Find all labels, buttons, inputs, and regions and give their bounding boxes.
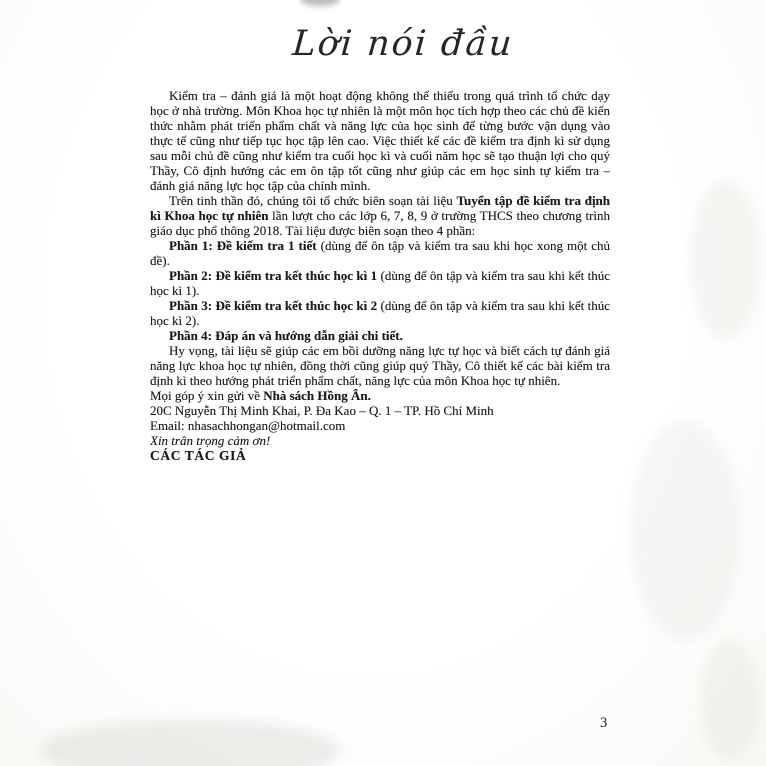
part-3-label: Phần 3: Đề kiểm tra kết thúc học kì 2 — [169, 298, 378, 313]
preface-title: Lời nói đầu — [291, 24, 515, 64]
part-4-paragraph — [150, 328, 610, 343]
series-paragraph — [150, 193, 610, 238]
intro-paragraph: Kiểm tra – đánh giá là một hoạt động không thể thiếu trong quá trình tổ chức dạy học ở nhà trường. Môn Khoa học tự nhiên là một môn học tích hợp theo các chủ đề kiến thức nhằm phát triển phẩm chất và năng lực của học sinh để từng bước vận dụng vào thực tế cũng như tiếp tục học tập lên cao. Việc thiết kế các đề kiểm tra định kì sử dụng sau mỗi chủ đề cũng như kiểm tra cuối học kì và cuối năm học sẽ tạo thuận lợi cho quý Thầy, Cô định hướng các em ôn tập tốt cũng như giúp các em học sinh tự kiểm tra – đánh giá năng lực học tập của chính mình. — [150, 88, 610, 193]
thanks-line: Xin trân trọng cảm ơn! — [150, 433, 271, 448]
part-1-paragraph — [150, 238, 610, 268]
part-3-paragraph — [150, 298, 610, 328]
bookstore-name: Nhà sách Hồng Ân. — [263, 388, 371, 403]
scan-smudge — [700, 640, 760, 760]
page-content — [150, 88, 610, 463]
address-line: 20C Nguyễn Thị Minh Khai, P. Đa Kao – Q. 1 – TP. Hồ Chí Minh — [150, 403, 494, 418]
part-2-paragraph — [150, 268, 610, 298]
part-4-label: Phần 4: Đáp án và hướng dẫn giải chi tiết. — [169, 328, 403, 343]
part-1-desc: (dùng để ôn tập và kiểm tra sau khi học xong một chủ đề). — [150, 238, 610, 268]
hope-paragraph: Hy vọng, tài liệu sẽ giúp các em bồi dưỡng năng lực tự học và biết cách tự đánh giá năng lực khoa học tự nhiên, đồng thời cũng giúp quý Thầy, Cô thiết kế các bài kiểm tra định kì theo hướng phát triển phẩm chất, năng lực của môn Khoa học tự nhiên. — [150, 343, 610, 388]
scan-smudge — [690, 180, 760, 340]
part-3-desc: (dùng để ôn tập và kiểm tra sau khi kết thúc học kì 2). — [150, 298, 610, 328]
scan-smudge — [630, 420, 740, 640]
scan-smudge — [40, 720, 340, 766]
series-pre-text: Trên tinh thần đó, chúng tôi tổ chức biên soạn tài liệu — [169, 193, 457, 208]
part-2-label: Phần 2: Đề kiểm tra kết thúc học kì 1 — [169, 268, 378, 283]
page-number: 3 — [600, 715, 608, 731]
scan-speck — [300, 0, 340, 6]
email-line: Email: nhasachhongan@hotmail.com — [150, 418, 346, 433]
part-1-label: Phần 1: Đề kiểm tra 1 tiết — [169, 238, 317, 253]
series-post-text: lần lượt cho các lớp 6, 7, 8, 9 ở trường THCS theo chương trình giáo dục phổ thông 2018. Tài liệu được biên soạn theo 4 phần: — [150, 208, 610, 238]
contact-pre-text: Mọi góp ý xin gửi về — [150, 388, 264, 403]
contact-line — [150, 388, 610, 403]
series-title-bold: Tuyển tập đề kiểm tra định kì Khoa học tự nhiên — [150, 193, 611, 223]
authors-heading: CÁC TÁC GIẢ — [150, 448, 247, 463]
part-2-desc: (dùng để ôn tập và kiểm tra sau khi kết thúc học kì 1). — [150, 268, 610, 298]
